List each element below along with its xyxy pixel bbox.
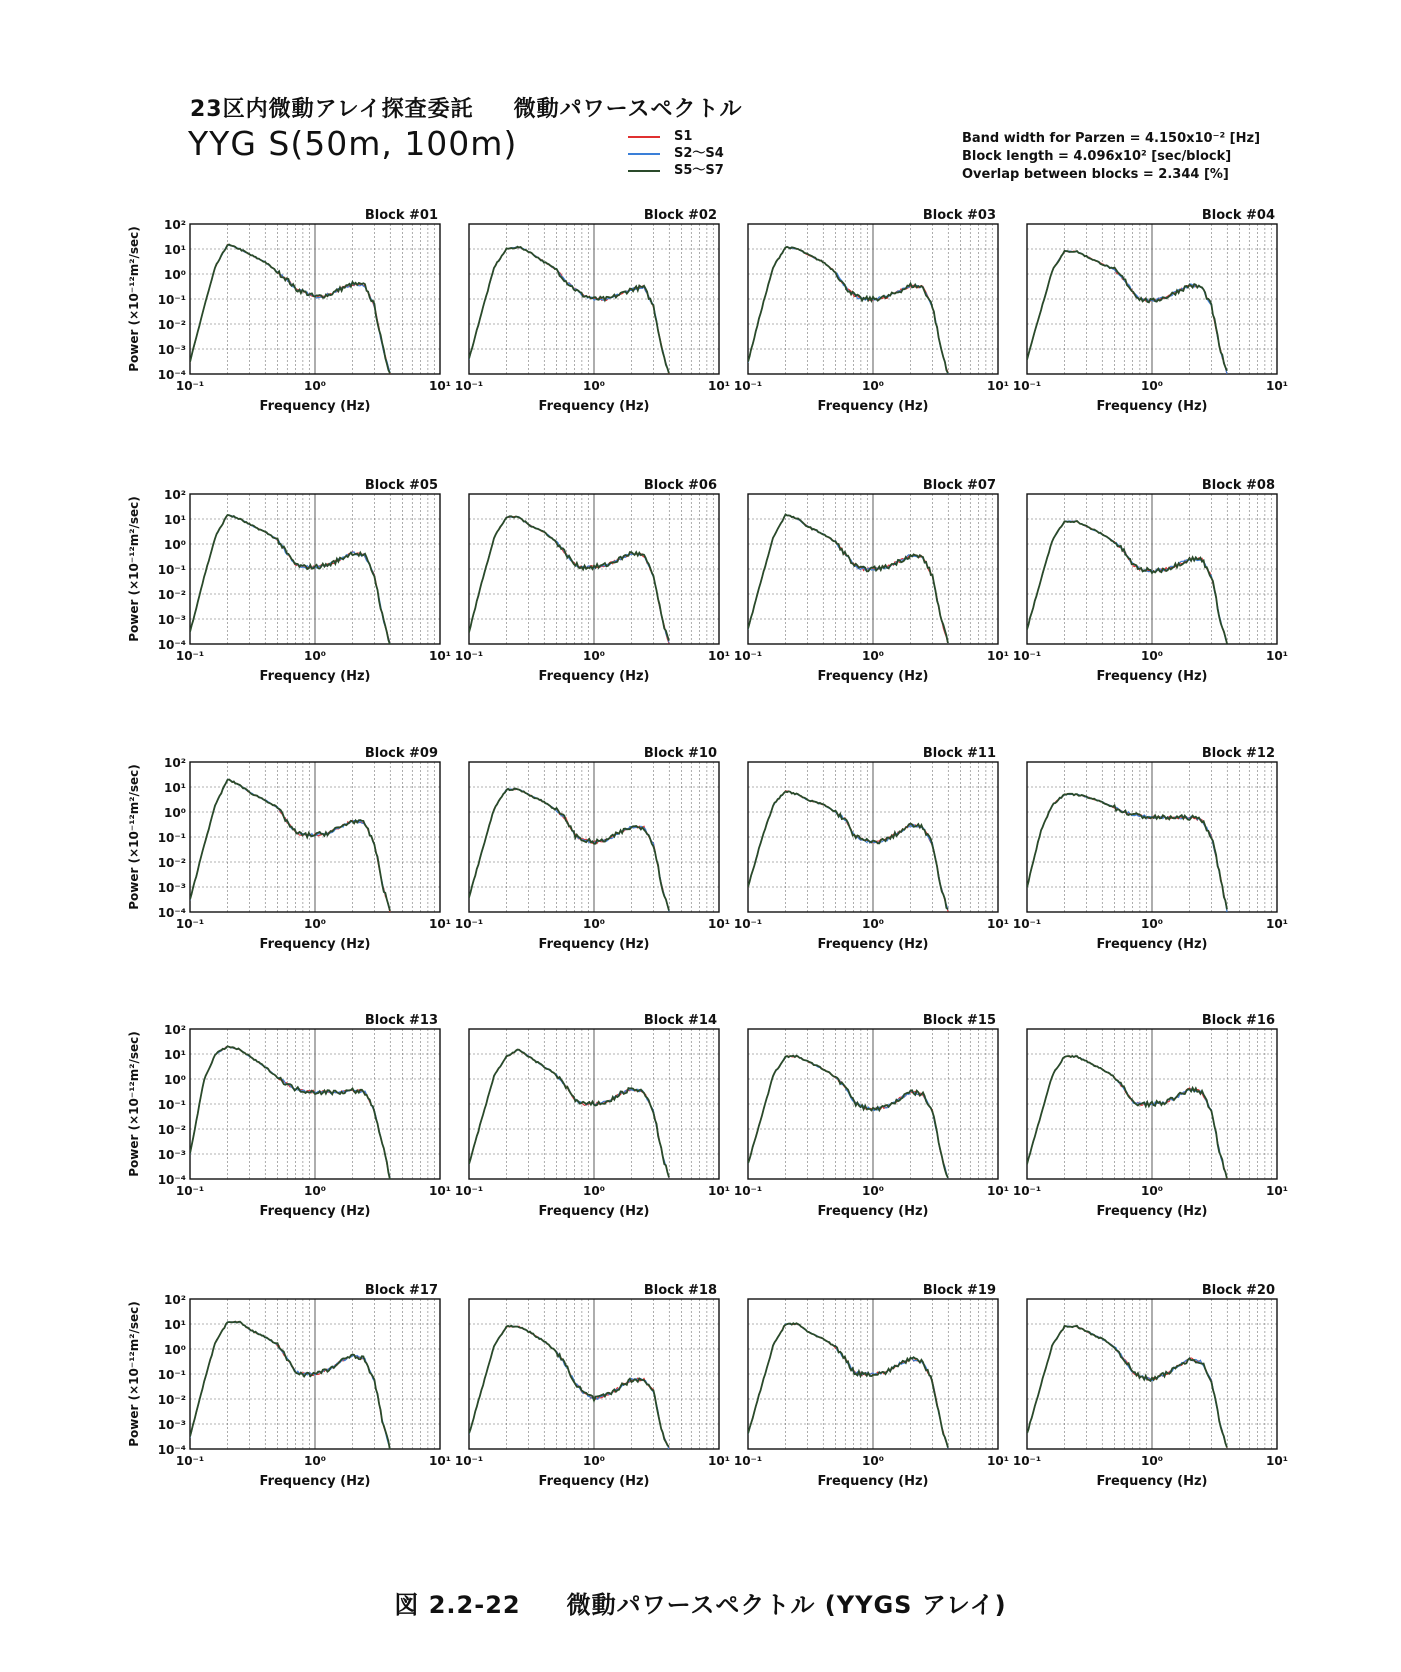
series-line [748,791,948,910]
y-tick-label: 10⁻¹ [157,563,186,577]
chart-panel [1013,746,1288,952]
block-title: Block #01 [364,208,438,223]
series-line [1027,251,1227,374]
series-line [1027,1326,1227,1448]
x-tick-label: 10⁰ [1141,379,1163,393]
series-line [1027,1326,1227,1447]
y-tick-label: 10² [164,1023,186,1037]
x-tick-label: 10¹ [429,379,451,393]
x-axis-label: Frequency (Hz) [259,669,371,684]
block-title: Block #07 [922,478,996,493]
y-tick-label: 10² [164,218,186,232]
x-tick-label: 10⁻¹ [454,917,484,931]
x-tick-label: 10¹ [429,917,451,931]
block-title: Block #11 [922,746,996,761]
x-axis-label: Frequency (Hz) [817,669,929,684]
figure-caption-title: 微動パワースペクトル (YYGS アレイ) [566,1591,1007,1619]
block-title: Block #17 [364,1283,438,1298]
x-tick-label: 10¹ [1266,649,1288,663]
series-line [469,789,669,910]
series-line [469,789,669,911]
x-tick-label: 10⁻¹ [733,649,763,663]
series-line [748,1324,948,1449]
x-tick-label: 10⁻¹ [454,1184,484,1198]
y-tick-label: 10⁰ [164,1073,186,1087]
x-tick-label: 10⁰ [304,379,326,393]
y-axis-label: Power (×10⁻¹²m²/sec) [127,1301,141,1447]
x-tick-label: 10⁻¹ [1012,649,1042,663]
x-tick-label: 10⁰ [583,379,605,393]
block-title: Block #15 [922,1013,996,1028]
x-tick-label: 10⁰ [304,917,326,931]
param-block-length: Block length = 4.096x10² [sec/block] [962,149,1232,164]
x-axis-label: Frequency (Hz) [1096,1204,1208,1219]
x-tick-label: 10⁻¹ [454,379,484,393]
x-tick-label: 10⁻¹ [454,1454,484,1468]
chart-panel [1013,478,1288,684]
block-title: Block #20 [1201,1283,1275,1298]
chart-panel [455,1283,730,1489]
y-tick-label: 10⁻³ [157,613,186,627]
series-line [190,779,390,909]
series-line [190,515,390,645]
y-axis-label: Power (×10⁻¹²m²/sec) [127,226,141,372]
x-axis-label: Frequency (Hz) [538,669,650,684]
y-tick-label: 10⁰ [164,538,186,552]
series-line [1027,1056,1227,1179]
series-line [469,247,669,374]
series-line [1027,1056,1227,1178]
title-left: 23区内微動アレイ探査委託 [190,97,474,122]
x-tick-label: 10¹ [708,1454,730,1468]
x-tick-label: 10⁻¹ [1012,379,1042,393]
x-tick-label: 10⁰ [304,1184,326,1198]
y-tick-label: 10⁻² [157,1123,186,1137]
y-tick-label: 10⁻¹ [157,831,186,845]
y-tick-label: 10⁻³ [157,1418,186,1432]
y-tick-label: 10² [164,756,186,770]
x-tick-label: 10⁻¹ [733,1454,763,1468]
legend-label: S5～S7 [674,163,724,178]
x-tick-label: 10¹ [987,1454,1009,1468]
y-tick-label: 10⁻² [157,856,186,870]
chart-panel [127,1013,451,1219]
x-tick-label: 10⁰ [304,649,326,663]
block-title: Block #02 [643,208,717,223]
chart-panel [734,1013,1009,1219]
series-line [1027,251,1227,371]
series-line [190,1322,390,1448]
block-title: Block #16 [1201,1013,1275,1028]
y-tick-label: 10² [164,488,186,502]
x-tick-label: 10⁻¹ [1012,917,1042,931]
y-tick-label: 10⁻⁴ [157,368,186,382]
series-line [469,1326,669,1448]
x-tick-label: 10¹ [987,917,1009,931]
series-line [748,1056,948,1178]
x-axis-label: Frequency (Hz) [817,1474,929,1489]
series-line [748,1056,948,1178]
series-line [190,515,390,643]
y-tick-label: 10¹ [164,781,186,795]
block-title: Block #05 [364,478,438,493]
block-title: Block #08 [1201,478,1275,493]
y-tick-label: 10⁻³ [157,881,186,895]
block-title: Block #14 [643,1013,717,1028]
y-tick-label: 10¹ [164,243,186,257]
series-line [748,247,948,372]
x-tick-label: 10⁻¹ [175,379,205,393]
x-tick-label: 10¹ [987,1184,1009,1198]
x-tick-label: 10⁰ [862,917,884,931]
block-title: Block #09 [364,746,438,761]
y-tick-label: 10⁰ [164,268,186,282]
series-line [748,247,948,374]
series-line [469,789,669,911]
series-line [748,247,948,374]
x-axis-label: Frequency (Hz) [259,1204,371,1219]
x-tick-label: 10¹ [987,379,1009,393]
y-tick-label: 10⁻¹ [157,1368,186,1382]
chart-panel [1013,1013,1288,1219]
series-line [748,515,948,644]
x-axis-label: Frequency (Hz) [538,1474,650,1489]
y-tick-label: 10¹ [164,513,186,527]
x-axis-label: Frequency (Hz) [1096,669,1208,684]
series-line [469,1326,669,1447]
x-tick-label: 10¹ [708,1184,730,1198]
x-tick-label: 10¹ [708,917,730,931]
block-title: Block #18 [643,1283,717,1298]
series-line [190,780,390,911]
y-tick-label: 10⁻² [157,588,186,602]
chart-panel [455,1013,730,1219]
block-title: Block #04 [1201,208,1275,223]
series-line [190,244,390,373]
x-axis-label: Frequency (Hz) [538,399,650,414]
chart-panel [734,478,1009,684]
series-line [190,1322,390,1451]
series-line [748,514,948,643]
x-tick-label: 10⁰ [862,1184,884,1198]
chart-panel [127,478,451,684]
block-title: Block #19 [922,1283,996,1298]
y-tick-label: 10⁻⁴ [157,638,186,652]
chart-panel [1013,1283,1288,1489]
block-title: Block #10 [643,746,717,761]
param-bandwidth: Band width for Parzen = 4.150x10⁻² [Hz] [962,131,1261,146]
series-line [748,1323,948,1447]
y-axis-label: Power (×10⁻¹²m²/sec) [127,1031,141,1177]
x-tick-label: 10⁰ [862,379,884,393]
x-tick-label: 10⁰ [583,1454,605,1468]
param-overlap: Overlap between blocks = 2.344 [%] [962,167,1229,182]
legend-label: S1 [674,129,693,144]
x-tick-label: 10⁰ [862,649,884,663]
series-line [190,245,390,374]
series-line [469,1050,669,1178]
x-tick-label: 10¹ [708,649,730,663]
series-line [469,247,669,372]
series-line [1027,1326,1227,1448]
series-line [190,1322,390,1448]
series-line [190,780,390,913]
page-subtitle: YYG S(50m, 100m) [188,124,518,163]
y-axis-label: Power (×10⁻¹²m²/sec) [127,496,141,642]
series-line [748,791,948,909]
y-axis-label: Power (×10⁻¹²m²/sec) [127,764,141,910]
x-axis-label: Frequency (Hz) [538,937,650,952]
x-axis-label: Frequency (Hz) [1096,937,1208,952]
y-tick-label: 10⁻⁴ [157,906,186,920]
legend-label: S2～S4 [674,146,724,161]
y-tick-label: 10² [164,1293,186,1307]
chart-panel [455,478,730,684]
x-tick-label: 10⁰ [304,1454,326,1468]
series-line [469,516,669,640]
figure-caption [0,1585,1401,1620]
block-title: Block #13 [364,1013,438,1028]
x-tick-label: 10¹ [1266,1184,1288,1198]
series-line [748,1056,948,1178]
x-tick-label: 10⁻¹ [733,1184,763,1198]
block-title: Block #12 [1201,746,1275,761]
y-tick-label: 10⁰ [164,1343,186,1357]
figure-number: 図 2.2-22 [394,1591,521,1619]
x-tick-label: 10¹ [429,1454,451,1468]
x-axis-label: Frequency (Hz) [817,399,929,414]
chart-panel [127,1283,451,1489]
y-tick-label: 10⁻² [157,318,186,332]
chart-panel [127,208,451,414]
series-line [748,791,948,912]
x-tick-label: 10⁰ [1141,1184,1163,1198]
x-tick-label: 10¹ [1266,1454,1288,1468]
series-line [1027,1056,1227,1179]
x-tick-label: 10⁰ [1141,649,1163,663]
x-tick-label: 10¹ [429,649,451,663]
x-axis-label: Frequency (Hz) [817,1204,929,1219]
block-title: Block #03 [922,208,996,223]
y-tick-label: 10⁻³ [157,1148,186,1162]
series-line [190,1047,390,1178]
series-line [1027,521,1227,644]
series-line [748,515,948,645]
chart-panel [127,746,451,952]
series-line [190,1046,390,1179]
x-tick-label: 10⁻¹ [1012,1454,1042,1468]
x-tick-label: 10⁰ [1141,917,1163,931]
y-tick-label: 10⁰ [164,806,186,820]
series-line [469,517,669,644]
x-tick-label: 10¹ [1266,379,1288,393]
chart-panel [734,208,1009,414]
series-line [1027,521,1227,642]
chart-panel [455,746,730,952]
series-line [1027,521,1227,643]
x-tick-label: 10⁻¹ [175,1184,205,1198]
y-tick-label: 10¹ [164,1318,186,1332]
series-line [190,1046,390,1176]
series-line [1027,251,1227,374]
chart-panel [734,746,1009,952]
series-line [190,515,390,642]
x-tick-label: 10⁰ [583,649,605,663]
block-title: Block #06 [643,478,717,493]
x-tick-label: 10⁻¹ [733,379,763,393]
title-right: 微動パワースペクトル [513,97,743,122]
x-axis-label: Frequency (Hz) [1096,1474,1208,1489]
y-tick-label: 10¹ [164,1048,186,1062]
x-tick-label: 10⁰ [583,1184,605,1198]
x-tick-label: 10¹ [1266,917,1288,931]
y-tick-label: 10⁻² [157,1393,186,1407]
y-tick-label: 10⁻⁴ [157,1443,186,1457]
x-axis-label: Frequency (Hz) [259,1474,371,1489]
x-tick-label: 10⁻¹ [175,649,205,663]
x-tick-label: 10⁰ [862,1454,884,1468]
y-tick-label: 10⁻⁴ [157,1173,186,1187]
series-line [469,517,669,643]
chart-panel [1013,208,1288,414]
y-tick-label: 10⁻¹ [157,1098,186,1112]
x-axis-label: Frequency (Hz) [538,1204,650,1219]
x-tick-label: 10¹ [429,1184,451,1198]
series-line [1027,794,1227,910]
x-tick-label: 10⁻¹ [175,917,205,931]
x-tick-label: 10¹ [987,649,1009,663]
x-tick-label: 10⁻¹ [733,917,763,931]
series-line [748,1324,948,1448]
x-tick-label: 10⁰ [1141,1454,1163,1468]
series-line [469,1326,669,1450]
x-axis-label: Frequency (Hz) [259,399,371,414]
y-tick-label: 10⁻³ [157,343,186,357]
series-line [190,245,390,372]
y-tick-label: 10⁻¹ [157,293,186,307]
x-tick-label: 10⁻¹ [175,1454,205,1468]
chart-panel [734,1283,1009,1489]
x-axis-label: Frequency (Hz) [817,937,929,952]
x-tick-label: 10⁰ [583,917,605,931]
series-line [469,248,669,375]
x-tick-label: 10¹ [708,379,730,393]
x-axis-label: Frequency (Hz) [1096,399,1208,414]
x-axis-label: Frequency (Hz) [259,937,371,952]
x-tick-label: 10⁻¹ [1012,1184,1042,1198]
x-tick-label: 10⁻¹ [454,649,484,663]
series-line [1027,794,1227,910]
chart-panel [455,208,730,414]
